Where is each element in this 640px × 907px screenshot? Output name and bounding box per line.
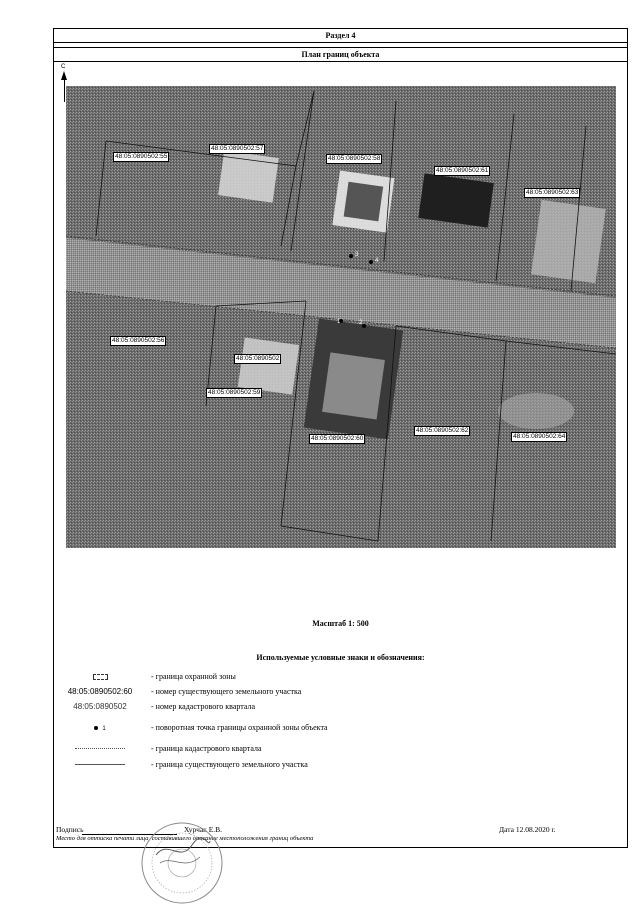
legend-item: [54, 702, 627, 716]
parcel-label: 48:05:0890502:60: [311, 435, 364, 442]
parcel-label: 48:05:0890502:64: [513, 433, 566, 440]
legend-item: [54, 760, 627, 774]
north-label: С: [61, 64, 66, 70]
signer-name: Хурчак Е.В.: [184, 825, 223, 834]
legend-desc: - номер существующего земельного участка: [151, 687, 302, 696]
turn-point-label: 2: [359, 320, 363, 326]
legend-item: [54, 723, 627, 737]
quarter-number-symbol: 48:05:0890502: [73, 702, 127, 711]
legend-desc: - граница охранной зоны: [151, 672, 236, 681]
legend-item: [54, 744, 627, 758]
turn-point-icon: [94, 726, 98, 730]
seal-stamp-icon: [138, 819, 226, 907]
turn-point-label: 4: [375, 258, 379, 264]
legend-item: [54, 672, 627, 686]
legend-desc: - номер кадастрового квартала: [151, 702, 256, 711]
plan-title: План границ объекта: [54, 47, 627, 62]
legend-desc: - граница кадастрового квартала: [151, 744, 262, 753]
north-arrow-stem: [64, 80, 65, 102]
north-arrow-icon: [61, 71, 67, 80]
zone-boundary-icon: [93, 674, 108, 680]
legend-desc: - поворотная точка границы охранной зоны объекта: [151, 723, 328, 732]
parcel-label: 48:05:0890502:61: [436, 167, 489, 174]
stamp-place-note: Место для оттиска печати лица, составившего описание местоположения границ объекта: [56, 835, 314, 842]
parcel-label: 48:05:0890502:59: [208, 389, 261, 396]
document-sheet: [53, 28, 628, 848]
quarter-boundary-icon: [75, 748, 125, 749]
parcel-label: 48:05:0890502:55: [115, 153, 168, 160]
turn-point-label: 1: [337, 319, 341, 325]
parcel-label: 48:05:0890502:57: [211, 145, 264, 152]
legend-item: [54, 687, 627, 701]
turn-point-symbol-label: 1: [102, 726, 106, 732]
signature-date: Дата 12.08.2020 г.: [499, 825, 556, 834]
map-scale: Масштаб 1: 500: [312, 619, 369, 628]
legend-desc: - граница существующего земельного участка: [151, 760, 308, 769]
parcel-label: 48:05:0890502:62: [416, 427, 469, 434]
parcel-number-symbol: 48:05:0890502:60: [67, 687, 133, 696]
parcel-label: 48:05:0890502:58: [328, 155, 381, 162]
aerial-map: [66, 86, 616, 548]
parcel-label: 48:05:0890502:63: [526, 189, 579, 196]
quarter-label: 48:05:0890502: [236, 355, 280, 362]
legend-title: Используемые условные знаки и обозначения:: [256, 653, 425, 662]
parcel-boundary-icon: [75, 764, 125, 765]
signature-label: Подпись: [56, 825, 84, 834]
section-header: Раздел 4: [54, 29, 627, 43]
parcel-label: 48:05:0890502:56: [112, 337, 165, 344]
turn-point-label: 3: [355, 252, 359, 258]
